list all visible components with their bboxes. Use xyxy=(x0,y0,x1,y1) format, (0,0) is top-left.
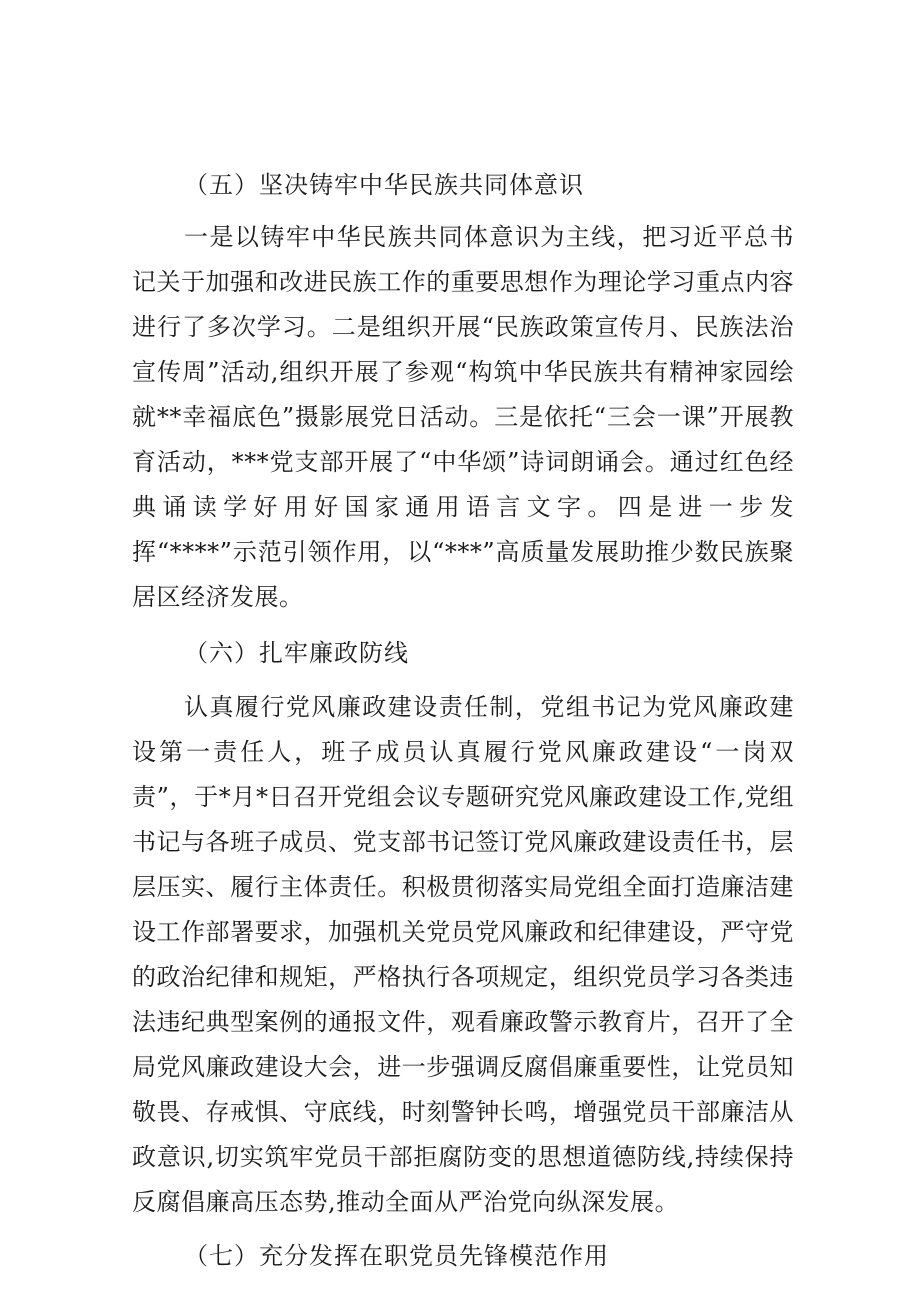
section-paragraph: 认真履行党风廉政建设责任制，党组书记为党风廉政建设第一责任人，班子成员认真履行党风廉政建设“一岗双责”，于*月*日召开党组会议专题研究党风廉政建设工作,党组书记与各班子成员、党支部书记签订党风廉政建设责任书，层层压实、履行主体责任。积极贯彻落实局党组全面打造廉洁建设工作部署要求，加强机关党员党风廉政和纪律建设，严守党的政治纪律和规矩，严格执行各项规定，组织党员学习各类违法违纪典型案例的通报文件，观看廉政警示教育片，召开了全局党风廉政建设大会，进一步强调反腐倡廉重要性，让党员知敬畏、存戒惧、守底线，时刻警钟长鸣，增强党员干部廉洁从政意识,切实筑牢党员干部拒腐防变的思想道德防线,持续保持反腐倡廉高压态势,推动全面从严治党向纵深发展。 xyxy=(132,693,794,1216)
section-6 xyxy=(132,628,794,1225)
section-5 xyxy=(132,160,794,620)
document-body xyxy=(132,160,794,1282)
section-heading: （七）充分发挥在职党员先锋模范作用 xyxy=(184,1242,609,1270)
section-paragraph: 一是以铸牢中华民族共同体意识为主线，把习近平总书记关于加强和改进民族工作的重要思想作为理论学习重点内容进行了多次学习。二是组织开展“民族政策宣传月、民族法治宣传周”活动,组织开展了参观“构筑中华民族共有精神家园绘就**幸福底色”摄影展党日活动。三是依托“三会一课”开展教育活动，***党支部开展了“中华颂”诗词朗诵会。通过红色经典诵读学好用好国家通用语言文字。四是进一步发挥“****”示范引领作用，以“***”高质量发展助推少数民族聚居区经济发展。 xyxy=(132,223,794,611)
section-heading: （五）坚决铸牢中华民族共同体意识 xyxy=(184,171,584,199)
section-7 xyxy=(132,1231,794,1282)
section-heading: （六）扎牢廉政防线 xyxy=(184,639,409,667)
